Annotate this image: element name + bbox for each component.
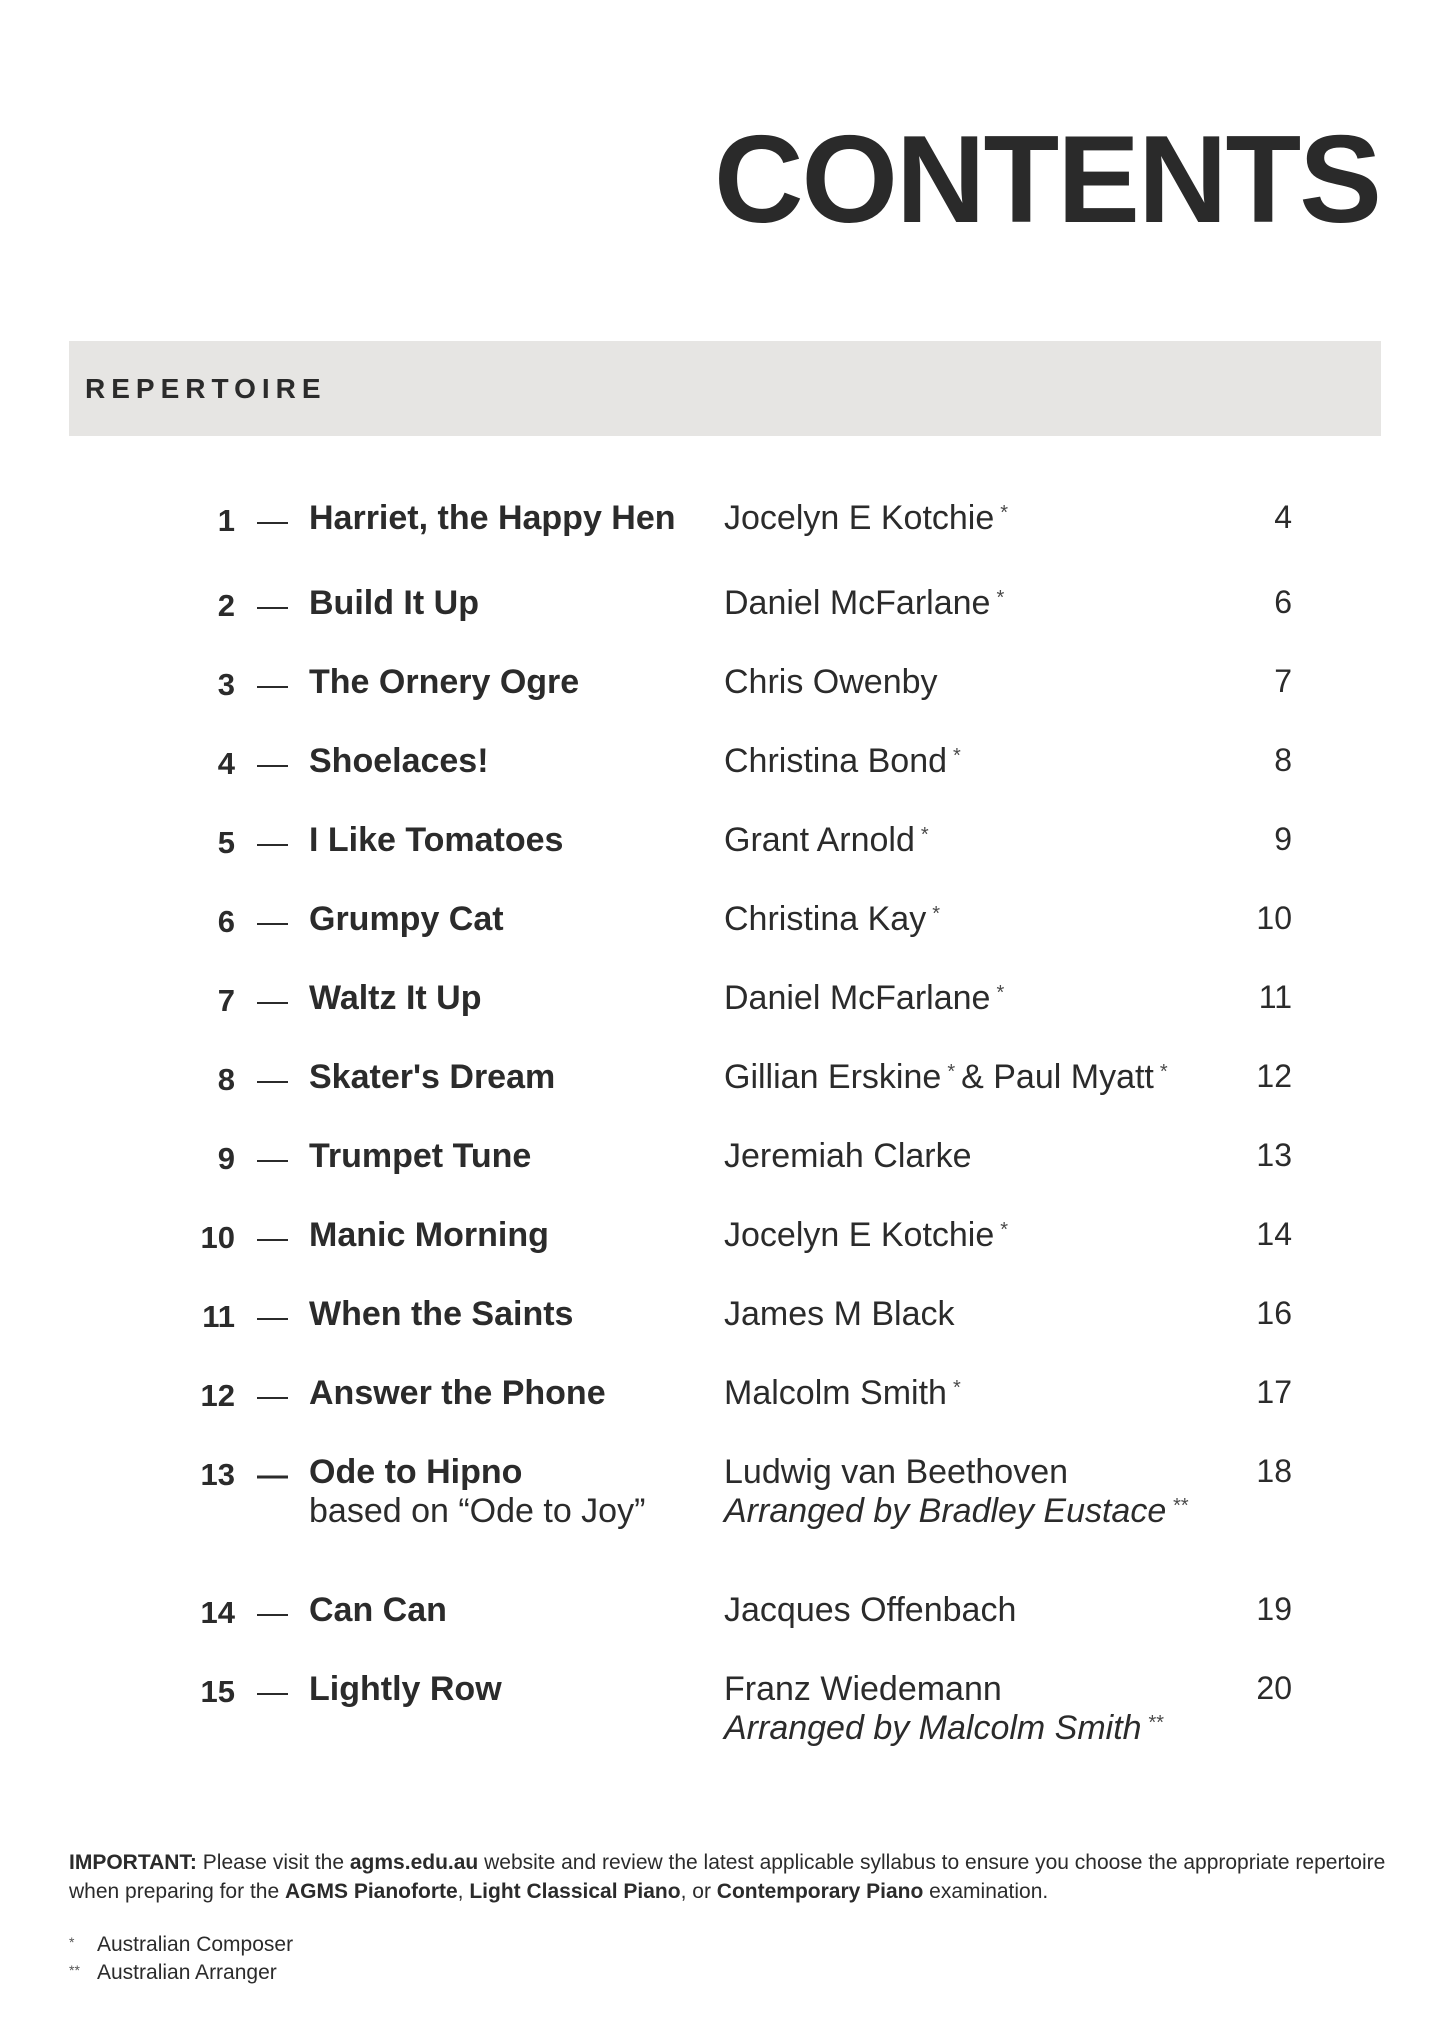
important-notice [69, 1848, 1389, 1906]
composer [724, 1374, 961, 1413]
australian-composer-mark: * [947, 1061, 956, 1083]
item-number: 13 [200, 1457, 235, 1492]
item-number: 9 [217, 1141, 235, 1176]
contents-row[interactable] [0, 900, 1445, 984]
composer-name: Ludwig van Beethoven [724, 1453, 1069, 1491]
composer-name: Jeremiah Clarke [724, 1137, 972, 1175]
item-dash: — [257, 746, 288, 781]
composer-name: Chris Owenby [724, 663, 938, 701]
contents-row[interactable] [0, 1216, 1445, 1300]
item-number: 3 [217, 667, 235, 702]
arranger-name: Arranged by Malcolm Smith [724, 1709, 1142, 1747]
legend-text: Australian Composer [97, 1933, 294, 1956]
page-number: 8 [1274, 742, 1292, 778]
arranger-name: Arranged by Bradley Eustace [724, 1492, 1167, 1530]
item-dash: — [257, 1299, 288, 1334]
composer [724, 1591, 1016, 1630]
composer-name-2: Paul Myatt [993, 1058, 1154, 1096]
item-number: 12 [200, 1378, 235, 1413]
composer-name: Christina Kay [724, 900, 927, 938]
page-number: 18 [1256, 1453, 1292, 1489]
piece-title: Build It Up [309, 584, 479, 622]
page-number: 13 [1256, 1137, 1292, 1173]
page-number: 16 [1256, 1295, 1292, 1331]
piece-title: Shoelaces! [309, 742, 489, 780]
item-number: 10 [200, 1220, 235, 1255]
arranger-line [724, 1709, 1163, 1748]
piece-title: Waltz It Up [309, 979, 482, 1017]
notice-text-2: website and review the latest applicable syllabus to ensure you choose the appropriate repertoire when preparing for the [69, 1851, 1386, 1903]
page-number: 7 [1274, 663, 1292, 699]
composer-name: James M Black [724, 1295, 955, 1333]
composer [724, 663, 938, 702]
piece-title: Lightly Row [309, 1670, 502, 1708]
item-dash: — [257, 1457, 288, 1492]
composer [724, 821, 929, 860]
website-link[interactable]: agms.edu.au [349, 1851, 479, 1874]
contents-row[interactable] [0, 1295, 1445, 1379]
page-number: 11 [1258, 979, 1292, 1015]
item-dash: — [257, 1595, 288, 1630]
composer-name: Jocelyn E Kotchie [724, 1216, 995, 1254]
piece-title: I Like Tomatoes [309, 821, 564, 859]
australian-composer-mark: * [1000, 1219, 1009, 1241]
australian-composer-mark: * [996, 982, 1005, 1004]
exam-name-1: AGMS Pianoforte [284, 1880, 458, 1903]
item-dash: — [257, 588, 288, 623]
item-dash: — [257, 1141, 288, 1176]
contents-row[interactable] [0, 584, 1445, 668]
arranger-line [724, 1492, 1188, 1531]
composer-name: Malcolm Smith [724, 1374, 947, 1412]
piece-title: When the Saints [309, 1295, 574, 1333]
piece-title: Manic Morning [309, 1216, 549, 1254]
australian-composer-mark: * [1000, 502, 1009, 524]
legend-item [69, 1961, 277, 1985]
contents-row[interactable] [0, 1137, 1445, 1221]
section-label: REPERTOIRE [85, 372, 327, 404]
item-number: 14 [200, 1595, 235, 1630]
item-dash: — [257, 825, 288, 860]
page-number: 6 [1274, 584, 1292, 620]
composer [724, 1216, 1008, 1255]
item-dash: — [257, 1674, 288, 1709]
item-number: 7 [217, 983, 235, 1018]
piece-title: Harriet, the Happy Hen [309, 499, 676, 537]
composer-name: Christina Bond [724, 742, 948, 780]
item-dash: — [257, 983, 288, 1018]
page-number: 17 [1256, 1374, 1292, 1410]
page-number: 14 [1256, 1216, 1292, 1252]
composer [724, 1058, 1168, 1097]
contents-row[interactable] [0, 821, 1445, 905]
legend-item [69, 1933, 293, 1957]
piece-title: The Ornery Ogre [309, 663, 580, 701]
composer-name: Jocelyn E Kotchie [724, 499, 995, 537]
contents-row[interactable] [0, 1374, 1445, 1458]
page-number: 19 [1256, 1591, 1292, 1627]
piece-title: Answer the Phone [309, 1374, 606, 1412]
item-number: 11 [202, 1299, 235, 1334]
contents-row[interactable] [0, 499, 1445, 583]
item-number: 8 [217, 1062, 235, 1097]
item-number: 4 [217, 746, 235, 781]
notice-sep-2: , or [680, 1880, 711, 1903]
piece-title: Skater's Dream [309, 1058, 556, 1096]
legend-text: Australian Arranger [97, 1961, 277, 1984]
piece-subtitle: based on “Ode to Joy” [309, 1492, 646, 1530]
contents-row[interactable] [0, 663, 1445, 747]
item-dash: — [257, 904, 288, 939]
australian-composer-mark: * [920, 824, 929, 846]
composer-name: Jacques Offenbach [724, 1591, 1017, 1629]
composer-name: Grant Arnold [724, 821, 915, 859]
notice-text-3: examination. [929, 1880, 1049, 1903]
composer-name: Daniel McFarlane [724, 979, 991, 1017]
legend-symbol: ** [69, 1962, 80, 1978]
piece-title-text: Ode to Hipno [309, 1453, 523, 1491]
item-dash: — [257, 1062, 288, 1097]
contents-row[interactable] [0, 979, 1445, 1063]
australian-arranger-mark: ** [1147, 1712, 1164, 1734]
item-dash: — [257, 667, 288, 702]
page-title: CONTENTS [714, 111, 1380, 249]
notice-text-1: Please visit the [202, 1851, 345, 1874]
composer [724, 1295, 955, 1334]
exam-name-2: Light Classical Piano [469, 1880, 681, 1903]
composer [724, 742, 961, 781]
composer [724, 499, 1008, 538]
composer [724, 1670, 1163, 1748]
ampersand: & [961, 1058, 984, 1096]
item-number: 1 [217, 503, 235, 538]
composer [724, 900, 940, 939]
piece-title: Trumpet Tune [309, 1137, 532, 1175]
notice-label: IMPORTANT: [69, 1851, 197, 1874]
contents-row[interactable] [0, 1453, 1445, 1537]
contents-row[interactable] [0, 1591, 1445, 1675]
item-number: 6 [217, 904, 235, 939]
australian-composer-mark: * [953, 745, 961, 767]
composer-name: Franz Wiedemann [724, 1670, 1002, 1708]
piece-title [309, 1453, 645, 1531]
page-number: 20 [1256, 1670, 1292, 1706]
piece-title: Grumpy Cat [309, 900, 504, 938]
legend-symbol: * [69, 1934, 75, 1950]
page-number: 12 [1256, 1058, 1292, 1094]
australian-arranger-mark: ** [1172, 1495, 1188, 1517]
item-number: 15 [200, 1674, 235, 1709]
composer-name: Daniel McFarlane [724, 584, 991, 622]
australian-composer-mark: * [952, 1377, 961, 1399]
composer [724, 584, 1004, 623]
contents-row[interactable] [0, 742, 1445, 826]
contents-row[interactable] [0, 1670, 1445, 1754]
composer [724, 1453, 1188, 1531]
item-number: 2 [217, 588, 235, 623]
item-dash: — [257, 1378, 288, 1413]
piece-title: Can Can [309, 1591, 447, 1629]
page-number: 9 [1274, 821, 1292, 857]
notice-sep-1: , [457, 1880, 464, 1903]
australian-composer-mark: * [996, 587, 1005, 609]
item-dash: — [257, 503, 288, 538]
contents-row[interactable] [0, 1058, 1445, 1142]
composer [724, 1137, 972, 1176]
exam-name-3: Contemporary Piano [716, 1880, 924, 1903]
item-number: 5 [217, 825, 235, 860]
page-number: 4 [1274, 499, 1292, 535]
composer-name: Gillian Erskine [724, 1058, 942, 1096]
composer [724, 979, 1004, 1018]
australian-composer-mark: * [1159, 1061, 1168, 1083]
page-number: 10 [1256, 900, 1292, 936]
section-header-bar [69, 341, 1381, 436]
item-dash: — [257, 1220, 288, 1255]
australian-composer-mark: * [932, 903, 940, 925]
